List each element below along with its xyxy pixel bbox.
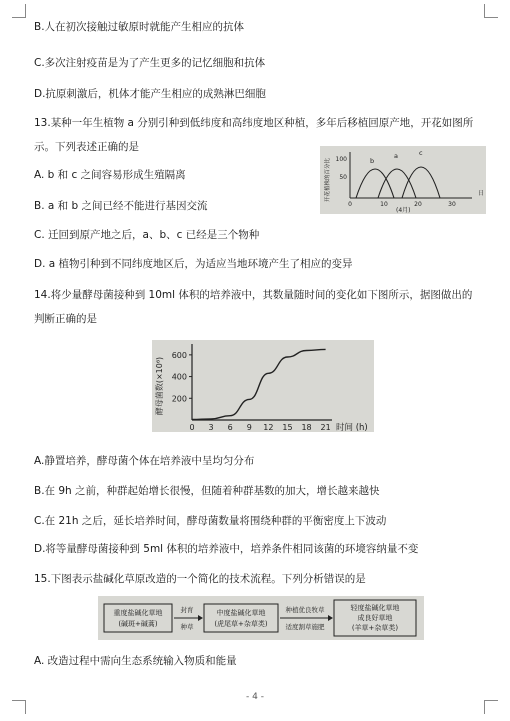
flow-box-severe-title: 重度盐碱化草地 — [113, 609, 163, 617]
yeast-xtick-label: 3 — [208, 423, 214, 432]
yeast-ytick-label: 400 — [171, 372, 187, 382]
flowering-xtick-10: 10 — [380, 201, 388, 208]
question-14-stem-1: 14.将少量酵母菌接种到 10ml 体积的培养液中，其数量随时间的变化如下图所示，据图做出的 — [34, 289, 473, 301]
curve-c — [402, 167, 440, 198]
option-15a: A. 改造过程中需向生态系统输入物质和能量 — [34, 655, 237, 667]
yeast-ytick-label: 200 — [171, 394, 187, 404]
yeast-growth-svg — [152, 340, 374, 432]
option-14a: A.静置培养，酵母菌个体在培养液中呈均匀分布 — [34, 455, 255, 467]
grassland-flowchart-svg — [98, 596, 424, 640]
yeast-ylabel: 酵母菌数(×10⁶) — [155, 356, 164, 416]
page-number: - 4 - — [246, 692, 264, 702]
curve-a — [378, 169, 416, 198]
option-13a: A. b 和 c 之间容易形成生殖隔离 — [34, 169, 186, 181]
question-13-stem-2: 示。下列表述正确的是 — [34, 141, 139, 153]
yeast-growth-curve — [192, 349, 326, 419]
crop-mark-top-left — [12, 4, 26, 18]
flowering-figure — [320, 146, 486, 214]
flow-box-severe-detail: (碱斑+碱蒿) — [118, 620, 158, 628]
flow-box-mild-title: 轻度盐碱化草地 — [350, 604, 400, 612]
question-14-stem-2: 判断正确的是 — [34, 313, 97, 325]
yeast-xtick-label: 9 — [246, 423, 252, 432]
yeast-xtick-label: 12 — [263, 423, 274, 432]
yeast-xtick-label: 0 — [189, 423, 195, 432]
crop-mark-bottom-left — [12, 700, 26, 714]
flow-arrow-1-top: 封育 — [180, 606, 194, 614]
flow-arrow-2-bottom: 适度割草施肥 — [285, 623, 325, 631]
question-13-stem-1: 13.某种一年生植物 a 分别引种到低纬度和高纬度地区种植，多年后移植回原产地，开花如图所 — [34, 117, 474, 129]
flowering-ylabel: 开花植株的百分比 — [325, 157, 331, 203]
option-12b: B.人在初次接触过敏原时就能产生相应的抗体 — [34, 21, 245, 33]
flowering-ytick-50: 50 — [339, 174, 347, 181]
flowering-xtick-30: 30 — [448, 201, 456, 208]
yeast-xlabel: 时间 (h) — [336, 423, 368, 432]
option-12c: C.多次注射疫苗是为了产生更多的记忆细胞和抗体 — [34, 57, 266, 69]
flow-arrowhead-2 — [328, 615, 333, 621]
flowering-ytick-100: 100 — [335, 156, 347, 163]
flowering-figure-svg — [320, 146, 486, 214]
flow-box-moderate-detail: (虎尾草+杂草类) — [214, 620, 268, 628]
option-14b: B.在 9h 之前，种群起始增长很慢，但随着种群基数的加大，增长越来越快 — [34, 485, 380, 497]
flowering-xunit: 日 — [478, 190, 485, 197]
flow-box-mild-subtitle: 成良好草地 — [357, 614, 393, 622]
option-14d: D.将等量酵母菌接种到 5ml 体积的培养液中，培养条件相同该菌的环境容纳量不变 — [34, 543, 419, 555]
curve-label-b: b — [370, 157, 375, 165]
option-14c: C.在 21h 之后，延长培养时间，酵母菌数量将围绕种群的平衡密度上下波动 — [34, 515, 387, 527]
yeast-xtick-label: 18 — [301, 423, 312, 432]
flow-arrow-1-bottom: 种草 — [180, 623, 194, 631]
yeast-xtick-label: 6 — [227, 423, 233, 432]
flowering-xtick-0: 0 — [348, 201, 352, 208]
option-13b: B. a 和 b 之间已经不能进行基因交流 — [34, 200, 208, 212]
flowering-xtick-20: 20 — [414, 201, 422, 208]
flow-arrow-2-top: 种植优良牧草 — [285, 606, 325, 614]
flow-box-mild-detail: (羊草+杂草类) — [351, 624, 399, 632]
yeast-xtick-label: 21 — [320, 423, 331, 432]
crop-mark-bottom-right — [484, 700, 498, 714]
question-15-stem: 15.下图表示盐碱化草原改造的一个简化的技术流程。下列分析错误的是 — [34, 573, 366, 585]
crop-mark-top-right — [484, 4, 498, 18]
yeast-xtick-label: 15 — [282, 423, 293, 432]
option-13c: C. 迁回到原产地之后，a、b、c 已经是三个物种 — [34, 229, 260, 241]
option-12d: D.抗原刺激后，机体才能产生相应的成熟淋巴细胞 — [34, 88, 266, 100]
curve-label-c: c — [419, 149, 423, 157]
option-13d: D. a 植物引种到不同纬度地区后，为适应当地环境产生了相应的变异 — [34, 258, 353, 270]
yeast-ytick-label: 600 — [171, 350, 187, 360]
flow-box-moderate-title: 中度盐碱化草地 — [216, 609, 266, 617]
flowering-xnote: (4月) — [396, 207, 411, 214]
flow-arrowhead-1 — [198, 615, 203, 621]
grassland-flowchart — [98, 596, 424, 640]
yeast-growth-figure — [152, 340, 374, 432]
curve-label-a: a — [394, 152, 398, 160]
curve-b — [356, 169, 394, 198]
